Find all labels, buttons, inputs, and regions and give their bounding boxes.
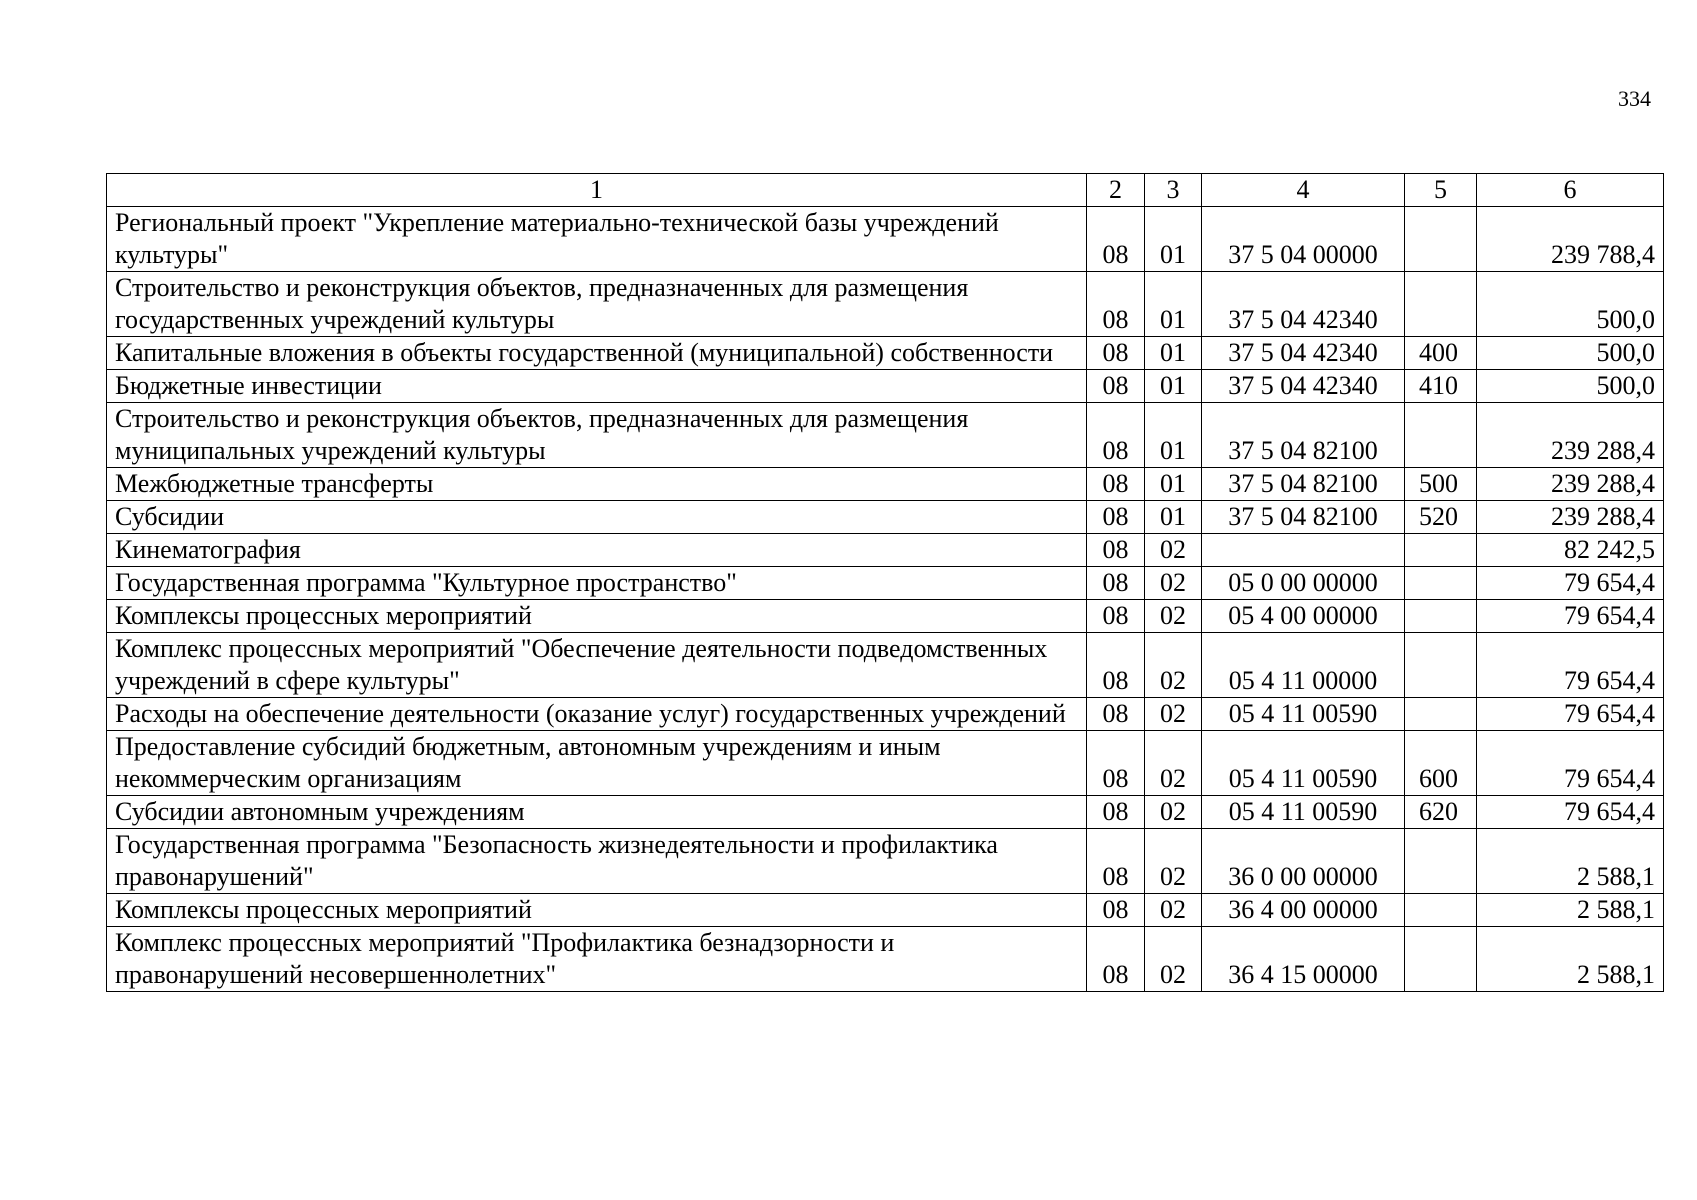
row-subsection-cell: 01 (1145, 370, 1202, 403)
row-subsection-cell: 02 (1145, 698, 1202, 731)
table-row (107, 731, 1664, 796)
table-row (107, 468, 1664, 501)
row-section-cell: 08 (1087, 927, 1145, 992)
row-amount-cell: 500,0 (1477, 272, 1664, 337)
row-expense-type-cell: 410 (1405, 370, 1477, 403)
row-amount-cell: 500,0 (1477, 370, 1664, 403)
row-target-article-cell: 05 0 00 00000 (1202, 567, 1405, 600)
row-expense-type-cell: 620 (1405, 796, 1477, 829)
row-subsection-cell: 02 (1145, 600, 1202, 633)
row-target-article-cell: 36 0 00 00000 (1202, 829, 1405, 894)
table-row (107, 370, 1664, 403)
row-amount-cell: 2 588,1 (1477, 894, 1664, 927)
header-cell: 6 (1477, 174, 1664, 207)
row-target-article-cell (1202, 534, 1405, 567)
budget-table (106, 173, 1664, 992)
header-cell: 5 (1405, 174, 1477, 207)
row-expense-type-cell (1405, 567, 1477, 600)
row-expense-type-cell (1405, 272, 1477, 337)
row-expense-type-cell (1405, 207, 1477, 272)
header-cell: 3 (1145, 174, 1202, 207)
row-section-cell: 08 (1087, 370, 1145, 403)
row-expense-type-cell (1405, 894, 1477, 927)
row-amount-cell: 79 654,4 (1477, 796, 1664, 829)
table-row (107, 698, 1664, 731)
row-section-cell: 08 (1087, 829, 1145, 894)
table-row (107, 567, 1664, 600)
row-target-article-cell: 05 4 00 00000 (1202, 600, 1405, 633)
row-amount-cell: 239 288,4 (1477, 403, 1664, 468)
row-expense-type-cell (1405, 534, 1477, 567)
row-subsection-cell: 01 (1145, 403, 1202, 468)
row-amount-cell: 2 588,1 (1477, 829, 1664, 894)
row-target-article-cell: 37 5 04 42340 (1202, 370, 1405, 403)
row-subsection-cell: 02 (1145, 567, 1202, 600)
row-expense-type-cell (1405, 698, 1477, 731)
row-subsection-cell: 01 (1145, 272, 1202, 337)
row-target-article-cell: 37 5 04 82100 (1202, 501, 1405, 534)
table-row (107, 403, 1664, 468)
row-amount-cell: 79 654,4 (1477, 633, 1664, 698)
row-name-cell: Строительство и реконструкция объектов, предназначенных для размещения государственных учреждений культуры (107, 272, 1087, 337)
row-subsection-cell: 02 (1145, 731, 1202, 796)
row-amount-cell: 82 242,5 (1477, 534, 1664, 567)
header-cell: 1 (107, 174, 1087, 207)
row-name-cell: Региональный проект "Укрепление материально-технической базы учреждений культуры" (107, 207, 1087, 272)
row-name-cell: Субсидии автономным учреждениям (107, 796, 1087, 829)
row-name-cell: Комплексы процессных мероприятий (107, 894, 1087, 927)
row-target-article-cell: 37 5 04 82100 (1202, 403, 1405, 468)
row-expense-type-cell (1405, 633, 1477, 698)
header-cell: 2 (1087, 174, 1145, 207)
row-expense-type-cell (1405, 927, 1477, 992)
row-target-article-cell: 37 5 04 42340 (1202, 272, 1405, 337)
row-amount-cell: 239 788,4 (1477, 207, 1664, 272)
row-section-cell: 08 (1087, 698, 1145, 731)
table-row (107, 600, 1664, 633)
row-name-cell: Комплекс процессных мероприятий "Обеспечение деятельности подведомственных учреждений в сфере культуры" (107, 633, 1087, 698)
row-section-cell: 08 (1087, 272, 1145, 337)
row-target-article-cell: 05 4 11 00590 (1202, 731, 1405, 796)
row-section-cell: 08 (1087, 633, 1145, 698)
row-section-cell: 08 (1087, 207, 1145, 272)
row-subsection-cell: 02 (1145, 633, 1202, 698)
table-row (107, 272, 1664, 337)
table-row (107, 633, 1664, 698)
row-section-cell: 08 (1087, 731, 1145, 796)
row-section-cell: 08 (1087, 534, 1145, 567)
row-subsection-cell: 02 (1145, 829, 1202, 894)
row-name-cell: Субсидии (107, 501, 1087, 534)
row-target-article-cell: 37 5 04 42340 (1202, 337, 1405, 370)
row-name-cell: Предоставление субсидий бюджетным, автономным учреждениям и иным некоммерческим организациям (107, 731, 1087, 796)
row-section-cell: 08 (1087, 337, 1145, 370)
row-expense-type-cell (1405, 600, 1477, 633)
page-number: 334 (1618, 86, 1651, 111)
row-name-cell: Комплекс процессных мероприятий "Профилактика безнадзорности и правонарушений несовершеннолетних" (107, 927, 1087, 992)
row-expense-type-cell: 400 (1405, 337, 1477, 370)
row-name-cell: Кинематография (107, 534, 1087, 567)
row-subsection-cell: 02 (1145, 894, 1202, 927)
row-amount-cell: 239 288,4 (1477, 501, 1664, 534)
table-row (107, 796, 1664, 829)
row-section-cell: 08 (1087, 567, 1145, 600)
row-expense-type-cell (1405, 829, 1477, 894)
row-target-article-cell: 05 4 11 00590 (1202, 698, 1405, 731)
row-section-cell: 08 (1087, 894, 1145, 927)
row-section-cell: 08 (1087, 796, 1145, 829)
row-expense-type-cell (1405, 403, 1477, 468)
row-amount-cell: 239 288,4 (1477, 468, 1664, 501)
row-target-article-cell: 37 5 04 82100 (1202, 468, 1405, 501)
row-subsection-cell: 01 (1145, 468, 1202, 501)
table-header-row (107, 174, 1664, 207)
row-section-cell: 08 (1087, 403, 1145, 468)
row-amount-cell: 2 588,1 (1477, 927, 1664, 992)
table-row (107, 894, 1664, 927)
row-target-article-cell: 05 4 11 00590 (1202, 796, 1405, 829)
table-row (107, 337, 1664, 370)
row-name-cell: Бюджетные инвестиции (107, 370, 1087, 403)
row-name-cell: Капитальные вложения в объекты государственной (муниципальной) собственности (107, 337, 1087, 370)
row-name-cell: Комплексы процессных мероприятий (107, 600, 1087, 633)
table-row (107, 207, 1664, 272)
row-subsection-cell: 01 (1145, 337, 1202, 370)
row-target-article-cell: 36 4 15 00000 (1202, 927, 1405, 992)
row-amount-cell: 79 654,4 (1477, 600, 1664, 633)
row-expense-type-cell: 600 (1405, 731, 1477, 796)
row-section-cell: 08 (1087, 501, 1145, 534)
row-amount-cell: 79 654,4 (1477, 567, 1664, 600)
table-row (107, 501, 1664, 534)
table-row (107, 829, 1664, 894)
row-expense-type-cell: 520 (1405, 501, 1477, 534)
row-amount-cell: 500,0 (1477, 337, 1664, 370)
row-subsection-cell: 01 (1145, 207, 1202, 272)
table-row (107, 927, 1664, 992)
row-name-cell: Государственная программа "Безопасность жизнедеятельности и профилактика правонарушений" (107, 829, 1087, 894)
row-subsection-cell: 02 (1145, 927, 1202, 992)
row-target-article-cell: 37 5 04 00000 (1202, 207, 1405, 272)
row-name-cell: Строительство и реконструкция объектов, предназначенных для размещения муниципальных учреждений культуры (107, 403, 1087, 468)
row-subsection-cell: 02 (1145, 534, 1202, 567)
row-expense-type-cell: 500 (1405, 468, 1477, 501)
row-subsection-cell: 02 (1145, 796, 1202, 829)
header-cell: 4 (1202, 174, 1405, 207)
row-section-cell: 08 (1087, 600, 1145, 633)
row-target-article-cell: 05 4 11 00000 (1202, 633, 1405, 698)
table-row (107, 534, 1664, 567)
row-name-cell: Государственная программа "Культурное пространство" (107, 567, 1087, 600)
row-amount-cell: 79 654,4 (1477, 698, 1664, 731)
row-subsection-cell: 01 (1145, 501, 1202, 534)
row-name-cell: Межбюджетные трансферты (107, 468, 1087, 501)
row-section-cell: 08 (1087, 468, 1145, 501)
row-name-cell: Расходы на обеспечение деятельности (оказание услуг) государственных учреждений (107, 698, 1087, 731)
row-amount-cell: 79 654,4 (1477, 731, 1664, 796)
row-target-article-cell: 36 4 00 00000 (1202, 894, 1405, 927)
